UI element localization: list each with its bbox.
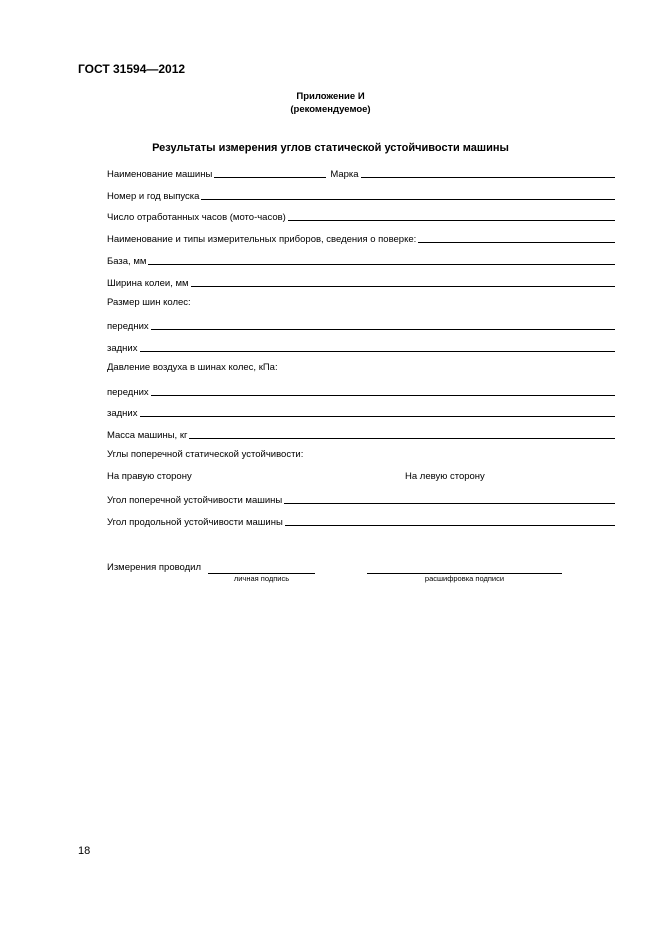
hours-row: [107, 209, 615, 223]
base-field[interactable]: [148, 263, 615, 265]
pressure-rear-label: задних: [107, 408, 138, 419]
tire-rear-label: задних: [107, 343, 138, 354]
pressure-rear-row: [107, 405, 615, 419]
pressure-front-field[interactable]: [151, 394, 615, 396]
document-header: ГОСТ 31594—2012: [78, 62, 186, 76]
number-year-label: Номер и год выпуска: [107, 191, 200, 202]
tire-rear-field[interactable]: [140, 350, 616, 352]
lateral-angle-label: Угол поперечной устойчивости машины: [107, 495, 283, 506]
track-width-row: [107, 275, 615, 289]
mass-row: [107, 427, 615, 441]
signature-label: Измерения проводил: [107, 562, 202, 573]
track-width-label: Ширина колеи, мм: [107, 278, 189, 289]
right-side-label: На правую сторону: [107, 471, 192, 482]
appendix-label: Приложение И: [296, 91, 365, 102]
signature-decoding-caption: расшифровка подписи: [424, 574, 505, 583]
pressure-front-label: передних: [107, 387, 149, 398]
machine-name-row: [107, 166, 615, 180]
mass-label: Масса машины, кг: [107, 430, 188, 441]
longitudinal-angle-label: Угол продольной устойчивости машины: [107, 517, 283, 528]
number-year-field[interactable]: [201, 198, 615, 200]
machine-name-field[interactable]: [214, 176, 326, 178]
tire-front-row: [107, 318, 615, 332]
instruments-label: Наименование и типы измерительных приборов, сведения о поверке:: [107, 234, 417, 245]
longitudinal-angle-row: [107, 514, 615, 528]
tire-front-label: передних: [107, 321, 149, 332]
page-number: 18: [78, 845, 91, 857]
pressure-rear-field[interactable]: [140, 415, 616, 417]
hours-label: Число отработанных часов (мото-часов): [107, 212, 286, 223]
base-row: [107, 253, 615, 267]
hours-field[interactable]: [288, 219, 615, 221]
longitudinal-angle-field[interactable]: [285, 524, 615, 526]
base-label: База, мм: [107, 256, 147, 267]
left-side-label: На левую сторону: [405, 471, 485, 482]
lateral-angles-label: Углы поперечной статической устойчивости:: [107, 449, 304, 460]
brand-label: Марка: [330, 169, 359, 180]
air-pressure-label: Давление воздуха в шинах колес, кПа:: [107, 362, 278, 373]
personal-signature-caption: личная подпись: [233, 574, 290, 583]
instruments-field[interactable]: [418, 241, 615, 243]
brand-field[interactable]: [361, 176, 615, 178]
track-width-field[interactable]: [191, 285, 615, 287]
tire-front-field[interactable]: [151, 328, 615, 330]
appendix-status: (рекомендуемое): [290, 104, 371, 115]
lateral-angle-field[interactable]: [284, 502, 615, 504]
tire-rear-row: [107, 340, 615, 354]
machine-name-label: Наименование машины: [107, 169, 213, 180]
instruments-row: [107, 231, 615, 245]
number-year-row: [107, 188, 615, 202]
tire-size-label: Размер шин колес:: [107, 297, 191, 308]
mass-field[interactable]: [189, 437, 615, 439]
pressure-front-row: [107, 384, 615, 398]
lateral-angle-row: [107, 492, 615, 506]
form-title: Результаты измерения углов статической устойчивости машины: [152, 142, 509, 154]
